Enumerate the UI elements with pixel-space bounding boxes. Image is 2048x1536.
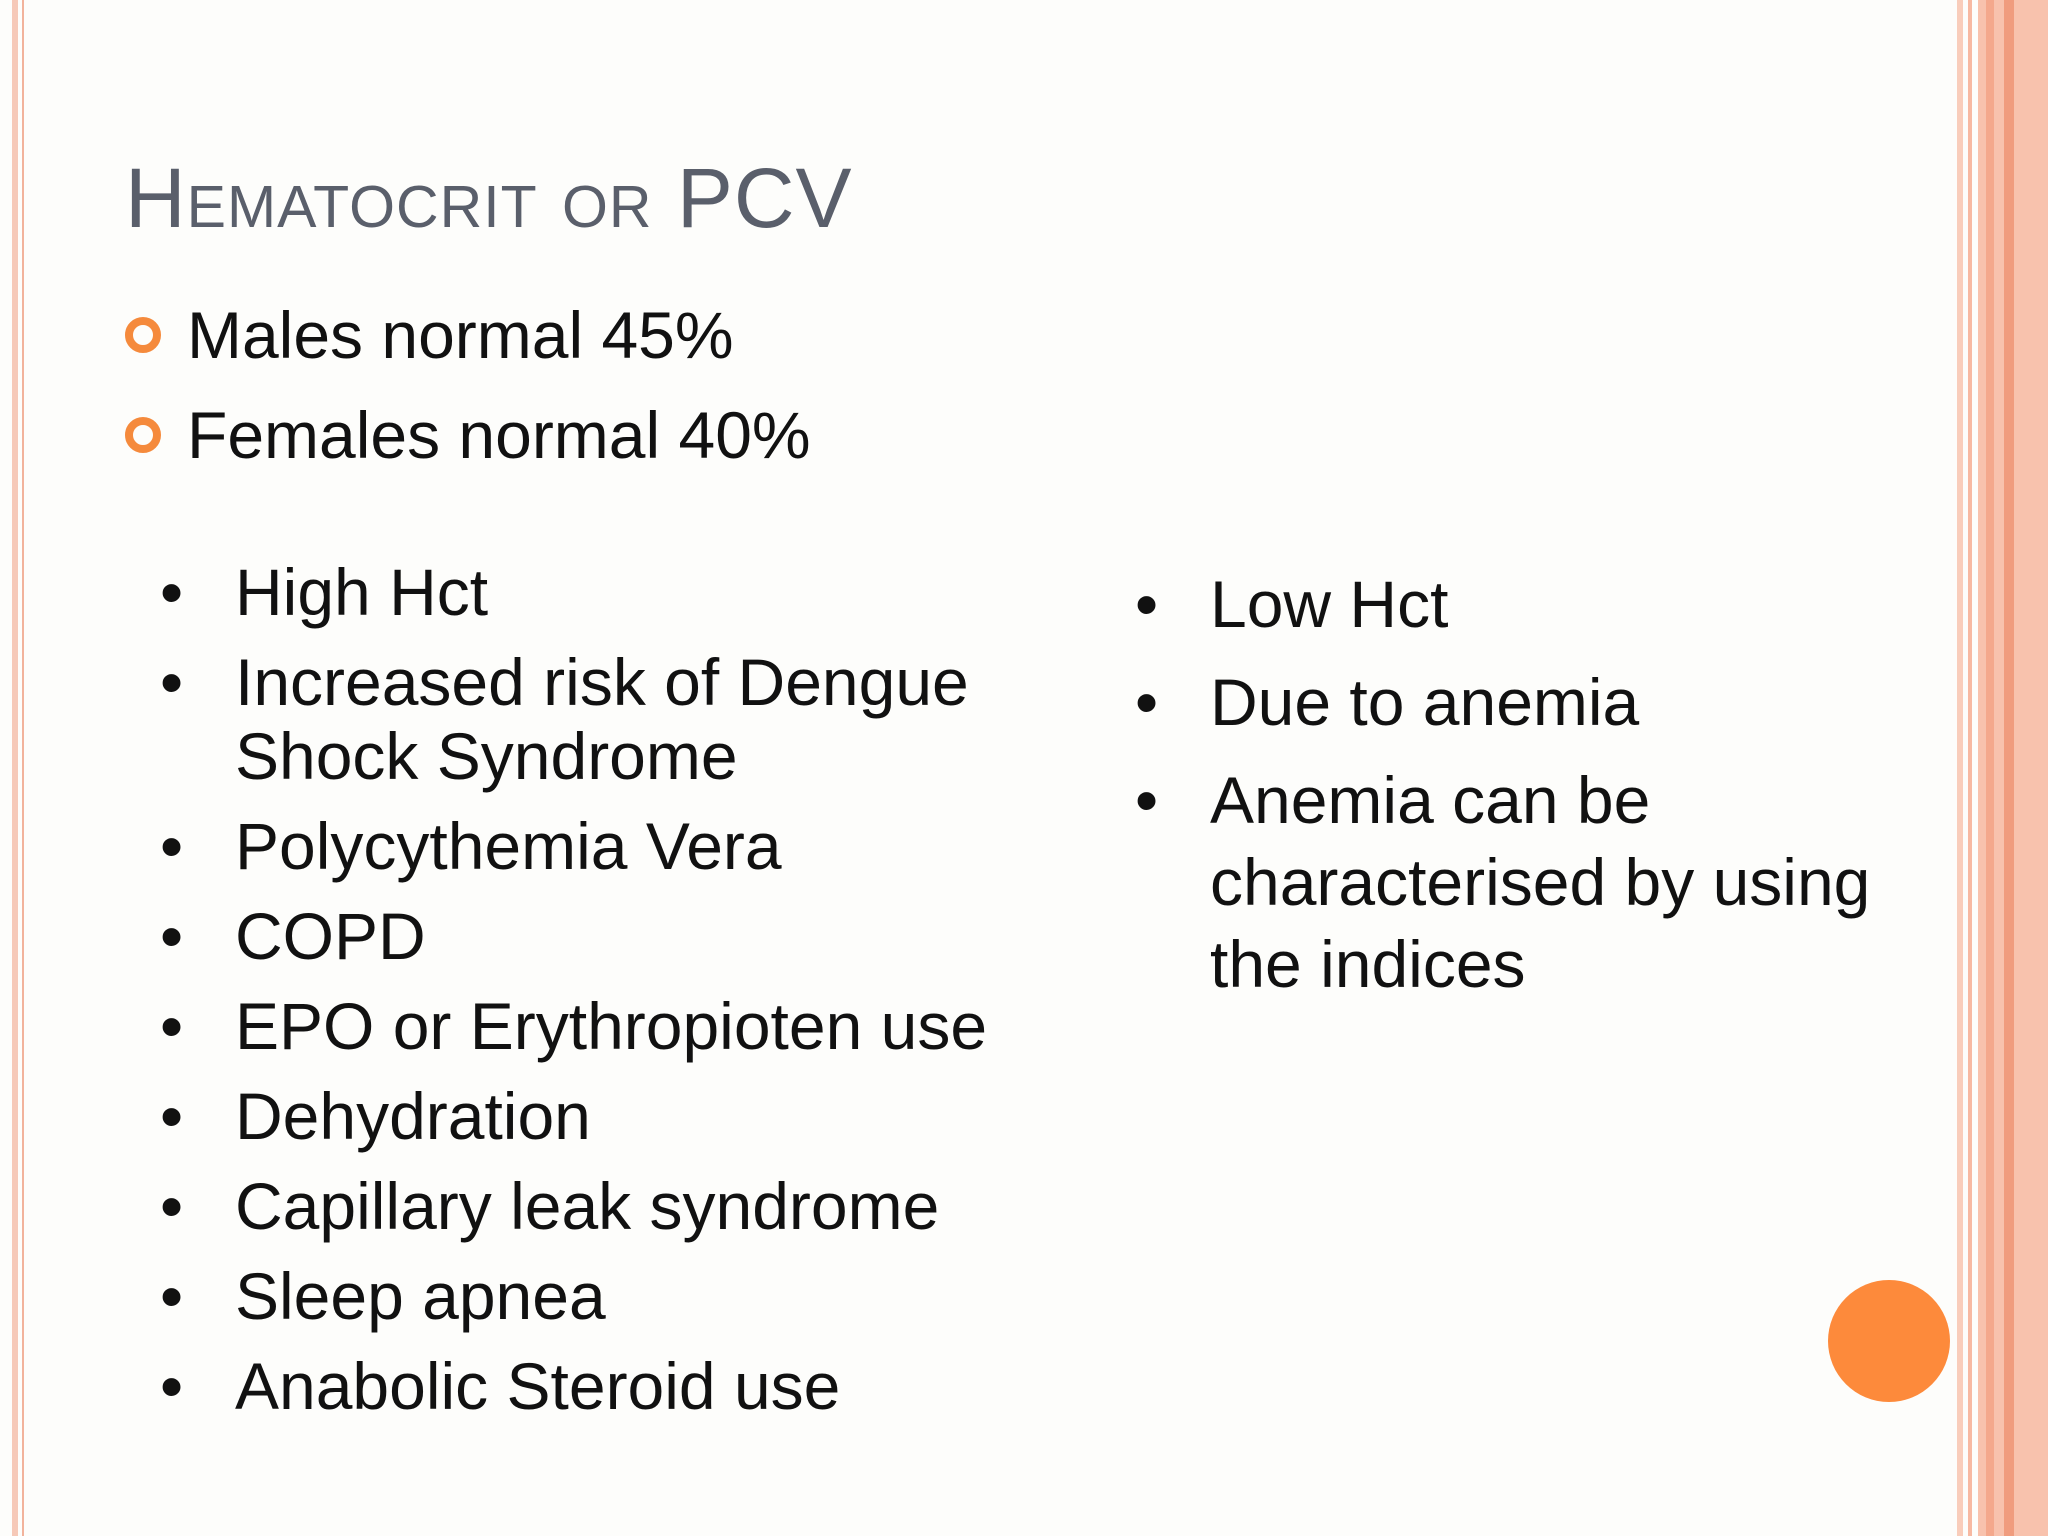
- bullet-text: High Hct: [235, 555, 489, 629]
- list-item: [125, 285, 811, 385]
- list-item: [125, 989, 1055, 1063]
- top-bullet-list: [125, 285, 811, 485]
- right-decor-stripe: [1986, 0, 1994, 1536]
- ring-bullet-icon: [125, 317, 161, 353]
- orange-circle: [1828, 1280, 1950, 1402]
- list-item: [125, 809, 1055, 883]
- bullet-dot-icon: •: [160, 1079, 184, 1153]
- bullet-text: Capillary leak syndrome: [235, 1169, 940, 1243]
- ring-bullet-icon: [125, 417, 161, 453]
- bullet-dot-icon: •: [160, 645, 184, 719]
- left-decor-stripe: [12, 0, 18, 1536]
- bullet-dot-icon: •: [1135, 567, 1159, 641]
- bullet-dot-icon: •: [160, 1349, 184, 1423]
- list-item: [125, 1349, 1055, 1423]
- bullet-text: Polycythemia Vera: [235, 809, 782, 883]
- bullet-text: Sleep apnea: [235, 1259, 606, 1333]
- right-decor-stripe: [1968, 0, 1972, 1536]
- low-hct-list: [1100, 563, 1950, 1021]
- list-item: [1100, 759, 1950, 1005]
- list-item: [125, 899, 1055, 973]
- high-hct-list: [125, 555, 1055, 1439]
- bullet-text: Increased risk of Dengue Shock Syndrome: [235, 645, 969, 793]
- list-item: [1100, 661, 1950, 743]
- bullet-dot-icon: •: [160, 555, 184, 629]
- list-item: [125, 1169, 1055, 1243]
- bullet-dot-icon: •: [160, 899, 184, 973]
- bullet-dot-icon: •: [1135, 665, 1159, 739]
- bullet-dot-icon: •: [1135, 763, 1159, 837]
- bullet-text: Dehydration: [235, 1079, 591, 1153]
- left-decor-stripe-thin: [22, 0, 24, 1536]
- bullet-dot-icon: •: [160, 1259, 184, 1333]
- bullet-dot-icon: •: [160, 1169, 184, 1243]
- bullet-text: Anabolic Steroid use: [235, 1349, 841, 1423]
- list-item: [125, 1259, 1055, 1333]
- list-item: [125, 1079, 1055, 1153]
- bullet-text: Males normal 45%: [187, 298, 734, 372]
- list-item: [125, 555, 1055, 629]
- bullet-text: COPD: [235, 899, 426, 973]
- bullet-dot-icon: •: [160, 989, 184, 1063]
- bullet-dot-icon: •: [160, 809, 184, 883]
- right-decor-stripe: [2004, 0, 2014, 1536]
- list-item: [125, 645, 1055, 793]
- bullet-text: Females normal 40%: [187, 398, 811, 472]
- slide-title: Hematocrit or PCV: [125, 151, 853, 245]
- list-item: [125, 385, 811, 485]
- list-item: [1100, 563, 1950, 645]
- bullet-text: Due to anemia: [1210, 665, 1640, 739]
- bullet-text: Anemia can be characterised by using the indices: [1210, 763, 1871, 1001]
- bullet-text: EPO or Erythropioten use: [235, 989, 988, 1063]
- right-decor-stripe: [1957, 0, 1963, 1536]
- bullet-text: Low Hct: [1210, 567, 1449, 641]
